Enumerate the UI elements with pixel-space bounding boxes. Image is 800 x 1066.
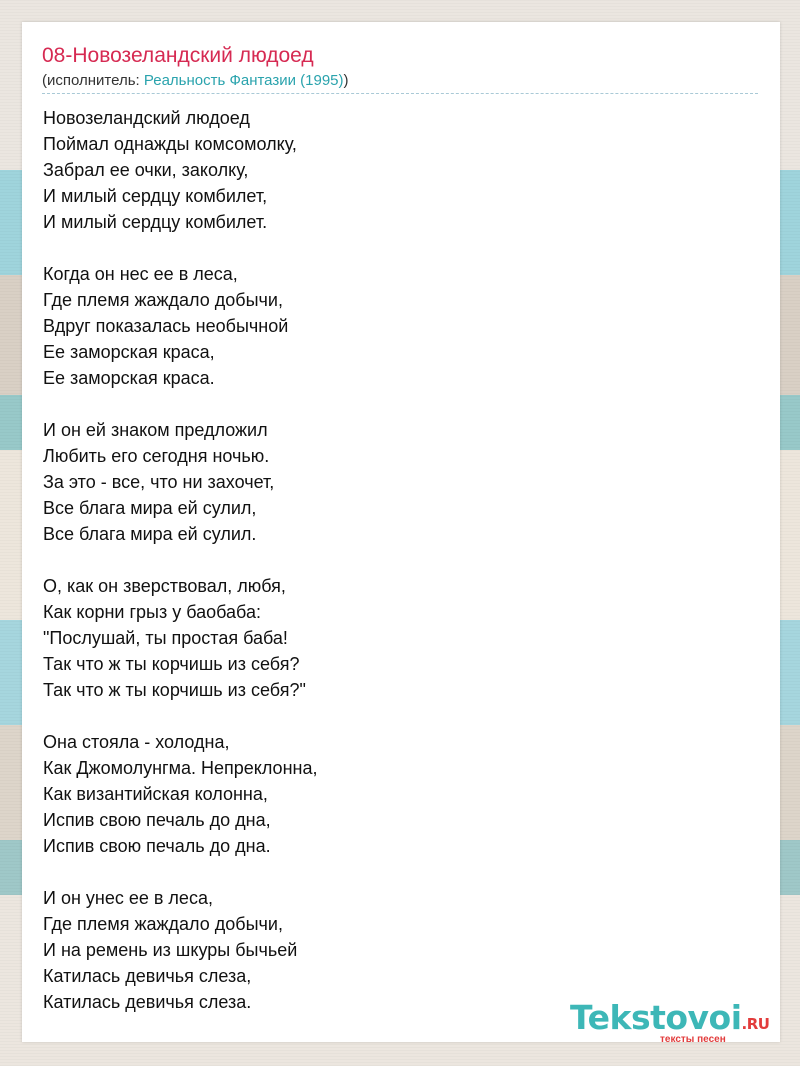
- logo-name: Tekstovoi: [570, 998, 742, 1037]
- song-title: 08-Новозеландский людоед: [42, 44, 314, 67]
- lyric-line: И он ей знаком предложил: [43, 420, 268, 440]
- lyric-line: Катилась девичья слеза.: [43, 992, 252, 1012]
- site-logo[interactable]: [570, 998, 780, 1046]
- lyrics-body: [43, 105, 733, 1041]
- lyric-line: И милый сердцу комбилет.: [43, 212, 268, 232]
- lyric-line: О, как он зверствовал, любя,: [43, 576, 286, 596]
- stanza-5: [43, 729, 733, 859]
- subtitle-suffix: ): [343, 72, 349, 89]
- stanza-4: [43, 573, 733, 703]
- lyric-line: "Послушай, ты простая баба!: [43, 628, 288, 648]
- lyric-line: И на ремень из шкуры бычьей: [43, 940, 298, 960]
- lyric-line: Любить его сегодня ночью.: [43, 446, 270, 466]
- lyric-line: Катилась девичья слеза,: [43, 966, 252, 986]
- stanza-6: [43, 885, 733, 1015]
- lyric-line: Испив свою печаль до дна.: [43, 836, 271, 856]
- artist-link[interactable]: Реальность Фантазии (1995): [143, 72, 344, 89]
- lyric-line: Вдруг показалась необычной: [43, 316, 289, 336]
- logo-tagline: тексты песен: [660, 1034, 726, 1045]
- lyric-line: Ее заморская краса.: [43, 368, 215, 388]
- lyric-line: Ее заморская краса,: [43, 342, 215, 362]
- lyric-line: Все блага мира ей сулил.: [43, 524, 257, 544]
- lyric-line: Как византийская колонна,: [43, 784, 268, 804]
- song-subtitle: [42, 72, 349, 89]
- lyric-line: Она стояла - холодна,: [43, 732, 230, 752]
- title-divider: [42, 93, 758, 94]
- lyric-line: Когда он нес ее в леса,: [43, 264, 238, 284]
- lyric-line: И милый сердцу комбилет,: [43, 186, 268, 206]
- lyric-line: Испив свою печаль до дна,: [43, 810, 271, 830]
- lyric-line: Как корни грыз у баобаба:: [43, 602, 261, 622]
- lyric-line: Все блага мира ей сулил,: [43, 498, 257, 518]
- lyric-line: Где племя жаждало добычи,: [43, 914, 283, 934]
- lyric-line: И он унес ее в леса,: [43, 888, 213, 908]
- lyric-line: Где племя жаждало добычи,: [43, 290, 283, 310]
- logo-domain: .RU: [741, 1015, 770, 1033]
- lyrics-card: [22, 22, 780, 1045]
- stanza-2: [43, 261, 733, 391]
- lyric-line: Так что ж ты корчишь из себя?: [43, 654, 300, 674]
- lyric-line: Новозеландский людоед: [43, 108, 250, 128]
- subtitle-prefix: (исполнитель:: [42, 72, 144, 89]
- stanza-3: [43, 417, 733, 547]
- lyric-line: Забрал ее очки, заколку,: [43, 160, 249, 180]
- lyric-line: Как Джомолунгма. Непреклонна,: [43, 758, 318, 778]
- lyric-line: За это - все, что ни захочет,: [43, 472, 275, 492]
- lyric-line: Так что ж ты корчишь из себя?": [43, 680, 306, 700]
- stanza-1: [43, 105, 733, 235]
- lyric-line: Поймал однажды комсомолку,: [43, 134, 297, 154]
